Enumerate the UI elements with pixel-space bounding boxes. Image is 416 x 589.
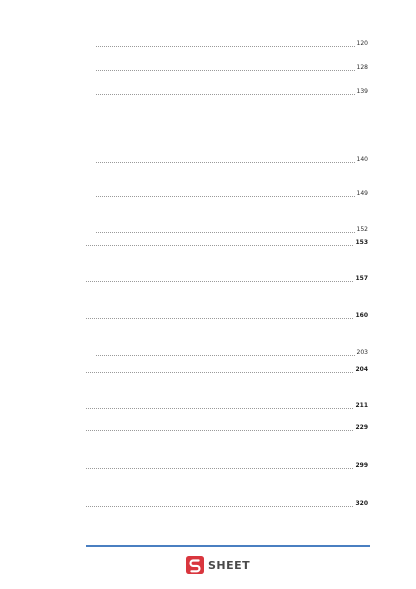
dot-leader: [96, 232, 355, 233]
toc-entry[interactable]: [84, 422, 368, 434]
toc-entry[interactable]: [94, 38, 368, 50]
toc-entry[interactable]: [94, 347, 368, 359]
toc-entry[interactable]: [84, 498, 368, 510]
dot-leader: [86, 245, 353, 246]
footer-rule: [86, 545, 370, 547]
dot-leader: [86, 430, 353, 431]
toc-entry[interactable]: [94, 154, 368, 166]
toc-entry[interactable]: [94, 224, 368, 236]
dot-leader: [96, 162, 355, 163]
dot-leader: [86, 468, 353, 469]
dot-leader: [96, 196, 355, 197]
dot-leader: [86, 318, 353, 319]
toc-entry-page: 229: [355, 424, 368, 431]
toc-entry-page: 299: [355, 462, 368, 469]
toc-entry[interactable]: [94, 86, 368, 98]
toc-entry[interactable]: [94, 188, 368, 200]
toc-entry[interactable]: [84, 364, 368, 376]
toc-entry-page: 128: [356, 64, 368, 71]
toc-entry-page: 320: [355, 500, 368, 507]
dot-leader: [96, 70, 355, 71]
toc-entry[interactable]: [84, 237, 368, 249]
sheet-logo-icon: [186, 556, 204, 574]
publisher-logo: [186, 556, 250, 574]
toc-entry-page: 204: [355, 366, 368, 373]
dot-leader: [86, 506, 353, 507]
dot-leader: [86, 408, 353, 409]
toc-entry-page: 120: [356, 40, 368, 47]
dot-leader: [96, 46, 355, 47]
toc-entry-page: 152: [356, 226, 368, 233]
toc-entry-page: 211: [355, 402, 368, 409]
toc-entry-page: 139: [356, 88, 368, 95]
dot-leader: [86, 281, 353, 282]
dot-leader: [96, 94, 355, 95]
toc-entry-page: 160: [355, 312, 368, 319]
logo-word: SHEET: [208, 558, 251, 572]
logo-text: [208, 560, 250, 571]
toc-entry[interactable]: [84, 273, 368, 285]
toc-entry-page: 157: [355, 275, 368, 282]
dot-leader: [86, 372, 353, 373]
toc-entry[interactable]: [84, 400, 368, 412]
toc-entry-page: 140: [356, 156, 368, 163]
toc-entry[interactable]: [84, 310, 368, 322]
toc-entry-page: 153: [355, 239, 368, 246]
toc-entry-page: 203: [356, 349, 368, 356]
toc-entry[interactable]: [94, 62, 368, 74]
toc-entry-page: 149: [356, 190, 368, 197]
toc-entry[interactable]: [84, 460, 368, 472]
dot-leader: [96, 355, 355, 356]
